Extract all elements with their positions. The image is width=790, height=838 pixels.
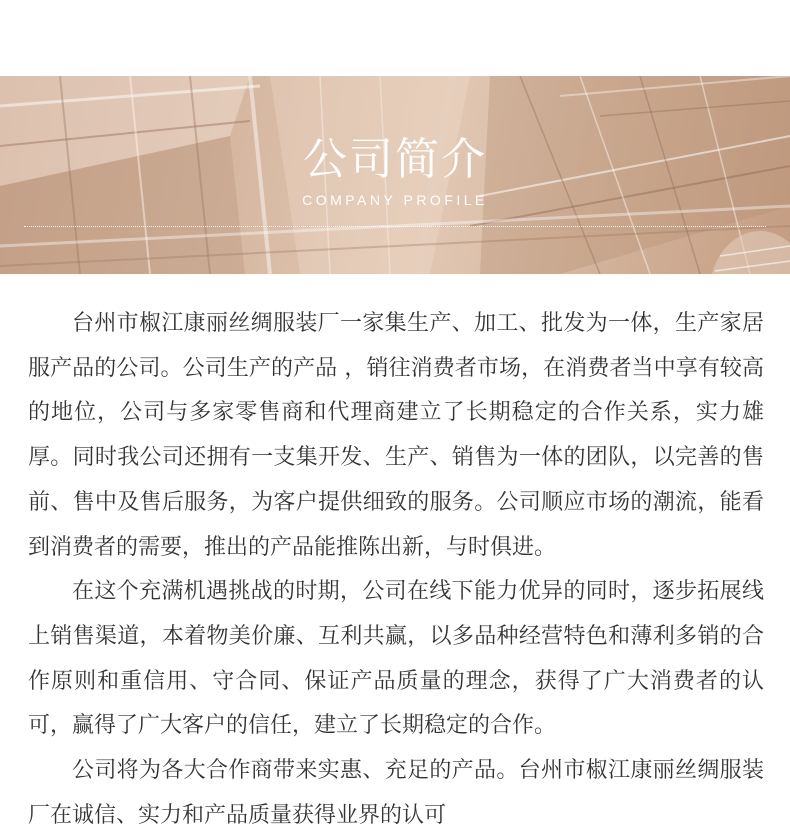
dotted-divider <box>24 226 766 227</box>
profile-paragraph-2: 在这个充满机遇挑战的时期，公司在线下能力优异的同时，逐步拓展线上销售渠道，本着物美价廉、互利共赢，以多品种经营特色和薄利多销的合作原则和重信用、守合同、保证产品质量的理念，获得了广大消费者的认可，赢得了广大客户的信任，建立了长期稳定的合作。 <box>28 579 764 739</box>
section-title: 公司简介 <box>303 134 487 185</box>
section-subtitle: COMPANY PROFILE <box>302 192 488 208</box>
profile-banner <box>0 76 790 274</box>
profile-paragraph-3: 公司将为各大合作商带来实惠、充足的产品。台州市椒江康丽丝绸服装厂在诚信、实力和产品质量获得业界的认可 <box>28 758 764 828</box>
profile-paragraph-1: 台州市椒江康丽丝绸服装厂一家集生产、加工、批发为一体，生产家居服产品的公司。公司生产的产品 ，销往消费者市场，在消费者当中享有较高的地位，公司与多家零售商和代理商建立了长期稳定的合作关系，实力雄厚。同时我公司还拥有一支集开发、生产、销售为一体的团队，以完善的售前、售中及售后服务，为客户提供细致的服务。公司顺应市场的潮流，能看到消费者的需要，推出的产品能推陈出新，与时俱进。 <box>28 311 764 560</box>
company-profile-text <box>28 302 764 838</box>
